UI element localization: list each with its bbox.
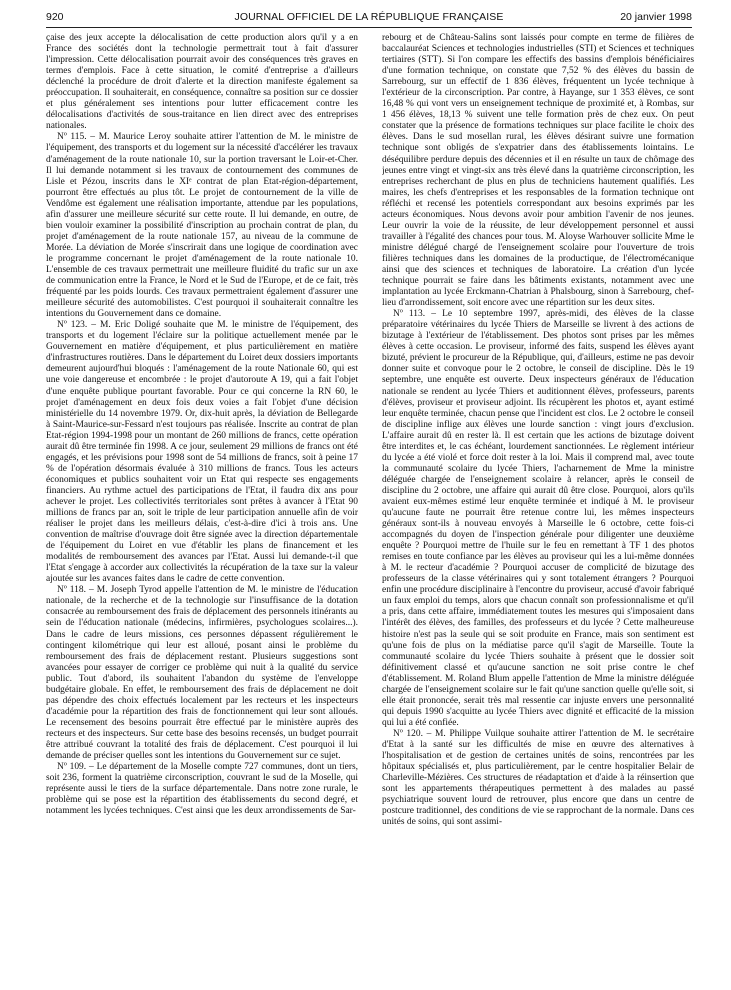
- question-109: Nº 109. – Le département de la Moselle compte 727 communes, dont un tiers, soit 236, forment la quatrième circonscription, couvrant le sud de la Moselle, qui représente aussi le tiers de la surface départementale. Dans notre zone rurale, le problème qui se pose est la répartition des établissements du second degré, et notamment les lycées techniques. C'est ainsi que les deux arrondissements de Sar-: [46, 762, 358, 817]
- right-column: [382, 33, 694, 983]
- question-118: Nº 118. – M. Joseph Tyrod appelle l'attention de M. le ministre de l'éducation nationale, de la recherche et de la technologie sur l'insuffisance de la dotation consacrée au remboursement des frais de déplacement des personnels itinérants au sein de l'éducation nationale (médecins, infirmières, psychologues scolaires...). Dans le cadre de leurs missions, ces personnes dépassent régulièrement le contingent kilométrique qui leur est alloué, posant ainsi le problème du remboursement des frais de déplacement restant. Plusieurs suggestions sont avancées pour essayer de corriger ce problème qui nuit à la qualité du service public. Tout d'abord, ils souhaitent l'abandon du système de l'enveloppe budgétaire globale. En effet, le remboursement des frais de déplacement ne doit pas dépendre des choix effectués localement par les recteurs et les inspecteurs d'académie pour la répartition des frais de fonctionnement qui leur sont alloués. Le recensement des besoins pourrait être effectué par le ministère auprès des recteurs et des inspecteurs. Sur cette base des besoins recensés, un budget pourrait être attribué couvrant la totalité des frais de déplacement. C'est pourquoi il lui demande de préciser quelles sont les intentions du Gouvernement sur ce sujet.: [46, 585, 358, 762]
- question-115: Nº 115. – M. Maurice Leroy souhaite attirer l'attention de M. le ministre de l'équipement, des transports et du logement sur la nécessité d'accélérer les travaux d'aménagement de la route nationale 10, sur la portion traversant le Loir-et-Cher. Il lui demande notamment si les travaux de contournement des communes de Lisle et Pézou, inscrits dans le XIᵉ contrat de plan Etat-région-département, pourront être effectués au plus tôt. Le projet de contournement de la ville de Vendôme est également une réalisation importante, attendue par les populations, afin d'assurer une meilleure sécurité sur cette route. Il lui demande, en outre, de bien vouloir examiner la possibilité d'inscription au prochain contrat de plan, du projet d'aménagement de la route nationale 157, au niveau de la commune de Morée. La déviation de Morée s'inscrirait dans une logique de coordination avec le programme concernant le projet d'aménagement de la route nationale 10. L'ensemble de ces travaux permettrait une meilleure fluidité du trafic sur un axe de communication entre la France, le Nord et le Sud de l'Europe, et de ce fait, très fréquenté par les poids lourds. Ces travaux permettraient également d'assurer une meilleure sécurité des automobilistes. C'est pourquoi il souhaiterait connaître les intentions du Gouvernement dans ce domaine.: [46, 132, 358, 320]
- header-rule: [46, 27, 692, 28]
- issue-date: 20 janvier 1998: [620, 11, 692, 23]
- paragraph: çaise des jeux accepte la délocalisation de cette production alors qu'il y a en France des sociétés dont la technologie permettrait tout à fait d'assurer l'impression. Cette délocalisation pourrait avoir des conséquences très graves en termes d'emplois. Face à cette situation, le comité d'entreprise a d'ailleurs déclenché la procédure de droit d'alerte et la direction manifeste également sa préoccupation. Il souhaiterait, en conséquence, connaître sa position sur ce dossier et plus généralement ses intentions pour lutter efficacement contre les délocalisations d'activités de sous-traitance en lien direct avec des entreprises nationales.: [46, 33, 358, 132]
- paragraph: rebourg et de Château-Salins sont laissés pour compte en terme de filières de baccalauréat Sciences et technologies industrielles (STI) et Sciences et techniques tertiaires (STT). Si l'on compare les effectifs des bassins d'emplois bénéficiaires d'une formation technique, on constate que 7,52 % des élèves du bassin de Sarrebourg, sur un effectif de 1 836 élèves, fréquentent un lycée technique à l'extérieur de la circonscription. Par contre, à Hayange, sur 1 353 élèves, ce sont 16,48 % qui vont vers un enseignement technique de proximité et, à Rombas, sur 1 456 élèves, 18,13 % suivent une telle formation près de chez eux. On peut constater que la présence de formations techniques sur place facilite le choix des élèves. Dans le sud mosellan rural, les élèves désirant suivre une formation technique sont obligés de s'expatrier dans des établissements lointains. Le déséquilibre perdure depuis des décennies et il en résulte un taux de chômage des jeunes entre vingt et vingt-six ans très élevé dans la quatrième circonscription, les entreprises recherchant de plus en plus de techniciens hautement qualifiés. Les maires, les chefs d'entreprises et les responsables de la formation technique ont réfléchi et recensé les potentiels correspondant aux besoins exprimés par les acteurs économiques. Nous devons avoir pour ambition l'avenir de nos jeunes. Leur ouvrir la voie de la réussite, de leur développement personnel et aussi travailler à l'égalité des chances pour tous. M. Aloyse Warhouver sollicite Mme le ministre délégué chargé de l'enseignement scolaire pour l'ouverture de trois filières techniques dans les domaines de la productique, de l'électromécanique ainsi que des sciences et techniques de laboratoire. La création d'un lycée technique pourrait se faire dans les bâtiments existants, notamment avec une implantation au lycée Erckmann-Chatrian à Phalsbourg, sinon à Sarrebourg, chef-lieu d'arrondissement, soit encore avec une répartition sur les deux sites.: [382, 33, 694, 309]
- question-120: Nº 120. – M. Philippe Vuilque souhaite attirer l'attention de M. le secrétaire d'Etat à la santé sur les difficultés de mise en œuvre des alternatives à l'hospitalisation et de gestion de certaines unités de soins, rencontrées par les hôpitaux spécialisés et, plus particulièrement, par le centre hospitalier Belair de Charleville-Mézières. Ces structures de réadaptation et d'aide à la réinsertion que sont les appartements thérapeutiques permettent à des malades au passé psychiatrique souvent lourd de retrouver, plus encore que dans un centre de postcure traditionnel, des conditions de vie se rapprochant de la normale. Dans ces unités de soins, qui sont assimi-: [382, 728, 694, 828]
- journal-title: JOURNAL OFFICIEL DE LA RÉPUBLIQUE FRANÇAISE: [234, 11, 504, 23]
- question-123: Nº 123. – M. Eric Doligé souhaite que M. le ministre de l'équipement, des transports et du logement l'éclaire sur la politique actuellement menée par le Gouvernement en matière d'équipement, et plus particulièrement en matière d'infrastructures routières. Dans le département du Loiret deux dossiers importants demeurent aujourd'hui bloqués : l'aménagement de la route Nationale 60, qui est une voie dangereuse et encombrée : le projet d'autoroute A 19, qui a fait l'objet d'une enquête publique pourtant favorable. Pour ce qui concerne la RN 60, le projet d'aménagement en deux fois deux voies a fait l'objet d'une décision ministérielle du 14 novembre 1979. Or, dix-huit après, la déviation de Bellegarde à Saint-Maurice-sur-Fessard n'est toujours pas réalisée. Inscrite au contrat de plan Etat-région 1994-1998 pour un montant de 260 millions de francs, cette opération aurait dû être terminée fin 1998. A ce jour, seulement 29 millions de francs ont été engagés, et les prévisions pour 1998 sont de 54 millions de francs, soit à peine 17 % de l'opération désormais évaluée à 310 millions de francs. Tous les acteurs économiques et publics souhaitent voir un Etat qui respecte ses engagements financiers. Au rythme actuel des participations de l'Etat, il faudra dix ans pour achever le projet. Les collectivités territoriales sont prêtes à avancer à l'Etat 90 millions de francs par an, soit le triple de leur participation annuelle afin de voir réaliser le projet dans les meilleurs délais, c'est-à-dire d'ici à trois ans. Une convention de maîtrise d'ouvrage doit être signée avec la direction départementale de l'équipement du Loiret en vue d'établir les plans de financement et les modalités de remboursement des avances par l'Etat. Aussi lui demande-t-il que l'Etat s'engage à accorder aux collectivités la récupération de la taxe sur la valeur ajoutée sur les avances faites dans le cadre de cette convention.: [46, 320, 358, 585]
- page-header: [46, 11, 692, 25]
- page-number: 920: [46, 11, 64, 23]
- left-column: [46, 33, 358, 983]
- question-113: Nº 113. – Le 10 septembre 1997, après-midi, des élèves de la classe préparatoire vétérinaires du lycée Thiers de Marseille se livrent à des actions de bizutage à l'extérieur de l'établissement. Des photos sont prises par les mêmes élèves à cette occasion. Le proviseur, informé des faits, suspend les élèves ayant bizuté, prévient le procureur de la République, qui, d'ailleurs, estime ne pas devoir donner suite et convoque pour le 2 octobre, le conseil de discipline. Dès le 19 septembre, une enquête est ouverte. Deux inspecteurs généraux de l'éducation nationale se rendent au lycée Thiers et auditionnent élèves, professeurs, parents d'élèves, proviseur et proviseur adjoint. Ils récupèrent les photos et, ayant estimé leur enquête terminée, chacun pense que l'incident est clos. Le 2 octobre le conseil de discipline inflige aux élèves une lourde sanction : vingt jours d'exclusion. L'affaire aurait dû en rester là. Il est certain que les actions de bizutage doivent être interdites et, le cas échéant, lourdement sanctionnées. Le règlement intérieur du lycée a été violé et force doit rester à la loi. Mais il comprend mal, avec toute la communauté scolaire du lycée Thiers, l'acharnement de Mme la ministre déléguée chargée de l'enseignement scolaire à relancer, après le conseil de discipline du 2 octobre, une affaire qui aurait dû être close. Pourquoi, alors qu'ils avaient eux-mêmes estimé leur enquête terminée et indiqué à M. le proviseur qu'aucune faute ne pourrait être retenue contre lui, les mêmes inspecteurs généraux sont-ils à nouveau envoyés à Marseille le 6 octobre, cette fois-ci accompagnés du doyen de l'inspection générale pour diligenter une deuxième enquête ? Pourquoi mettre de l'huile sur le feu en remettant à TF 1 des photos remises en toute confiance par les élèves au proviseur qui les a lui-même données à M. le recteur d'académie ? Pourquoi accuser de complicité de bizutage des professeurs de la classe vétérinaires qui y sont totalement étrangers ? Pourquoi enfin une procédure disciplinaire à l'encontre du proviseur, accusé d'avoir fabriqué un faux emploi du temps, alors que chacun connaît son professionnalisme et qu'il a pris, dans cette affaire, immédiatement toutes les mesures qui s'imposaient dans l'intérêt des élèves, des familles, des professeurs et du lycée ? Cette malheureuse histoire n'est pas la seule qui se soit produite en France, mais son sentiment est qu'une fois de plus on la médiatise parce qu'il s'agit de Marseille. Toute la communauté scolaire du lycée Thiers souhaite à présent que le dossier soit définitivement classé et qu'aucune sanction ne soit prise contre le chef d'établissement. M. Roland Blum appelle l'attention de Mme la ministre déléguée chargée de l'enseignement scolaire sur le fait qu'une sanction quelle qu'elle soit, si elle était prononcée, serait très mal ressentie car injuste envers une personnalité qui depuis 1990 s'acquitte au lycée Thiers avec dignité et efficacité de la mission qui lui a été confiée.: [382, 309, 694, 728]
